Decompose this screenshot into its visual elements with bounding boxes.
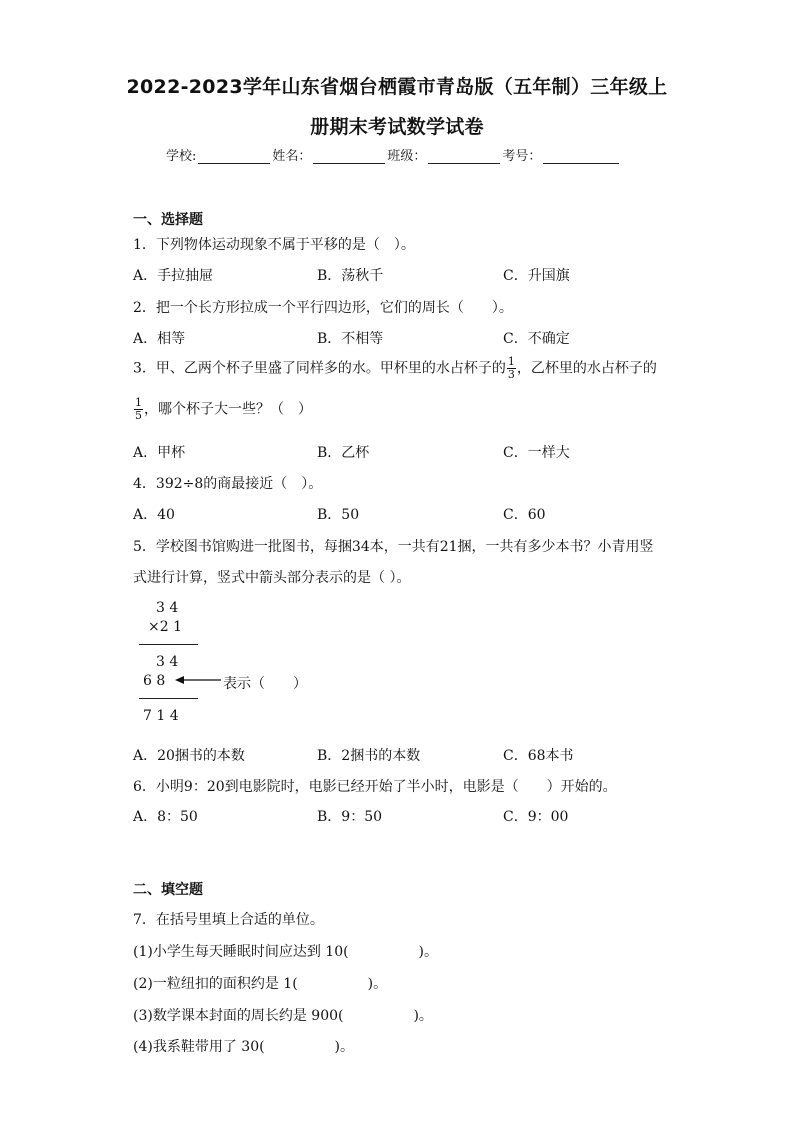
calc-row-x21: ×2 1 xyxy=(148,619,182,635)
student-info-row xyxy=(166,145,621,164)
q7-sub-2: (2)一粒纽扣的面积约是 1( )。 xyxy=(133,976,388,992)
question-3-line2 xyxy=(133,397,312,422)
calc-row-34: 3 4 xyxy=(156,600,179,616)
calc-row-result: 7 1 4 xyxy=(143,708,179,724)
fraction-one-fifth: $\frac{1}{5}$ xyxy=(135,396,142,422)
question-4: 4．392÷8的商最接近（ ）。 xyxy=(133,476,323,492)
q1-option-a: A．手拉抽屉 xyxy=(133,268,214,284)
q6-option-b: B．9：50 xyxy=(317,809,383,825)
name-field[interactable] xyxy=(313,149,385,164)
fraction-one-third: $\frac{1}{3}$ xyxy=(507,355,515,381)
q4-option-c: C．60 xyxy=(503,507,546,523)
question-6: 6．小明9：20到电影院时，电影已经开始了半小时，电影是（ ）开始的。 xyxy=(133,779,617,795)
q1-option-c: C．升国旗 xyxy=(503,268,570,284)
q2-option-c: C．不确定 xyxy=(503,331,570,347)
question-2: 2．把一个长方形拉成一个平行四边形，它们的周长（ ）。 xyxy=(133,300,513,316)
q3-text-before: 3．甲、乙两个杯子里盛了同样多的水。甲杯里的水占杯子的 xyxy=(133,360,506,377)
calc-divider-1 xyxy=(139,644,198,645)
q3-option-c: C．一样大 xyxy=(503,445,570,461)
question-5-line2: 式进行计算，竖式中箭头部分表示的是（ ）。 xyxy=(133,570,411,586)
q7-sub-1: (1)小学生每天睡眠时间应达到 10( )。 xyxy=(133,944,439,960)
calc-arrow-label: 表示（ ） xyxy=(223,676,307,692)
class-label: 班级： xyxy=(387,149,427,164)
q3-text-after: ，乙杯里的水占杯子的 xyxy=(516,360,657,377)
school-field[interactable] xyxy=(198,149,270,164)
page-title-line1: 2022-2023学年山东省烟台栖霞市青岛版（五年制）三年级上 xyxy=(126,76,668,98)
calc-divider-2 xyxy=(139,698,198,699)
class-field[interactable] xyxy=(428,149,500,164)
q7-sub-3: (3)数学课本封面的周长约是 900( )。 xyxy=(133,1008,433,1024)
name-label: 姓名： xyxy=(272,149,312,164)
q3-option-b: B．乙杯 xyxy=(317,445,370,461)
q2-option-b: B．不相等 xyxy=(317,331,384,347)
q2-option-a: A．相等 xyxy=(133,331,186,347)
question-1: 1．下列物体运动现象不属于平移的是（ ）。 xyxy=(133,237,415,253)
arrow-left-icon xyxy=(175,674,221,686)
q4-option-b: B．50 xyxy=(317,507,360,523)
calc-row-partial-34: 3 4 xyxy=(156,654,179,670)
question-3-line1 xyxy=(133,356,657,381)
q7-sub-4: (4)我系鞋带用了 30( )。 xyxy=(133,1039,355,1055)
question-7: 7．在括号里填上合适的单位。 xyxy=(133,912,324,928)
question-5-line1: 5．学校图书馆购进一批图书，每捆34本，一共有21捆，一共有多少本书？小青用竖 xyxy=(133,539,654,555)
exam-no-label: 考号： xyxy=(502,149,542,164)
exam-no-field[interactable] xyxy=(543,149,619,164)
q6-option-a: A．8：50 xyxy=(133,809,198,825)
school-label: 学校: xyxy=(166,149,197,164)
section-choice-heading: 一、选择题 xyxy=(133,212,203,228)
q1-option-b: B．荡秋千 xyxy=(317,268,384,284)
q5-option-c: C．68本书 xyxy=(503,748,574,764)
calc-row-partial-68: 6 8 xyxy=(143,673,166,689)
q5-option-b: B．2捆书的本数 xyxy=(317,748,421,764)
q5-option-a: A．20捆书的本数 xyxy=(133,748,245,764)
q3-text-line2: ，哪个杯子大一些？（ ） xyxy=(144,401,312,418)
section-fill-heading: 二、填空题 xyxy=(133,882,203,898)
q4-option-a: A．40 xyxy=(133,507,175,523)
q6-option-c: C．9：00 xyxy=(503,809,569,825)
page-title-line2: 册期末考试数学试卷 xyxy=(310,116,484,138)
q3-option-a: A．甲杯 xyxy=(133,445,186,461)
